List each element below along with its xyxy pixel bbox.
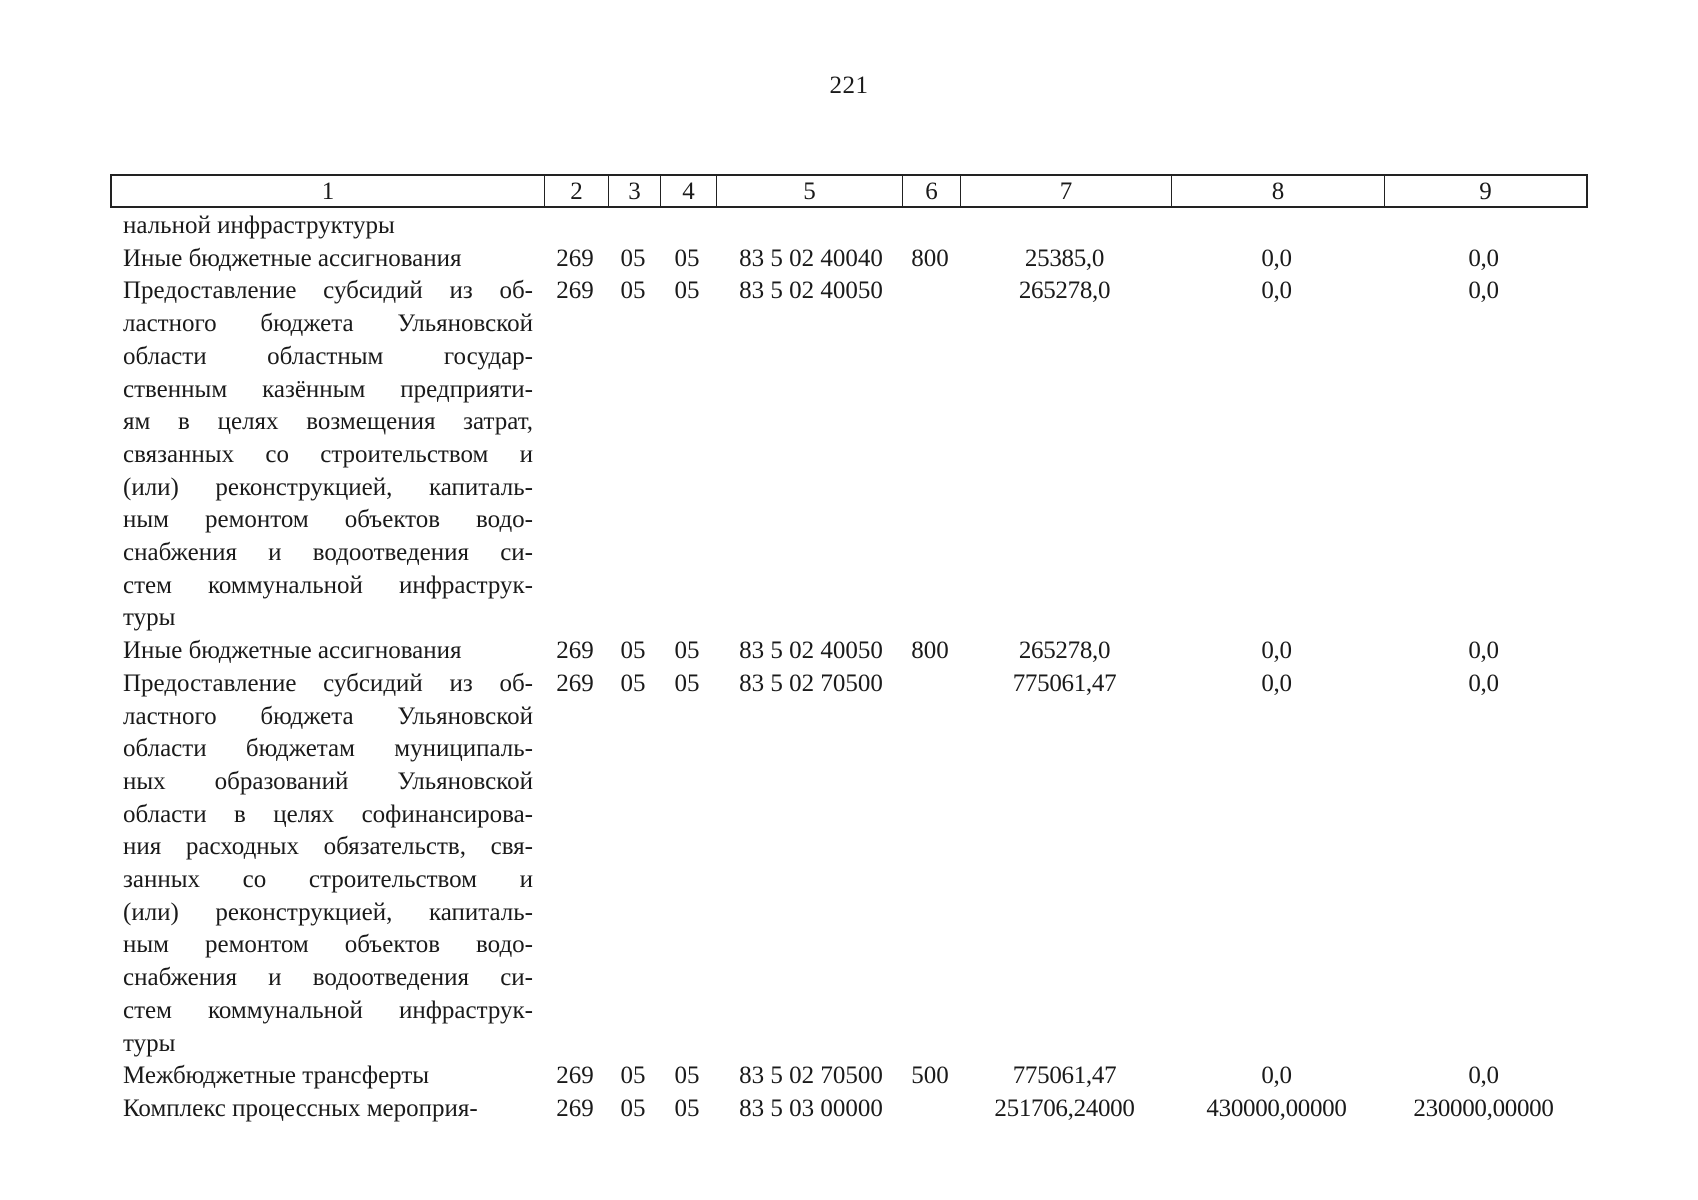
- col-7-value: 775061,47: [1012, 1062, 1117, 1090]
- table-row: [110, 243, 1584, 276]
- col-6-value: 800: [911, 244, 949, 272]
- table-row: [110, 635, 1584, 668]
- col-8-value: 0,0: [1261, 277, 1292, 305]
- col-3-value: 05: [620, 244, 646, 272]
- row-name-line: Предоставление субсидий из об-: [123, 277, 533, 305]
- col-5-value: 83 5 02 40050: [739, 637, 883, 665]
- col-7-value: 265278,0: [1018, 637, 1111, 665]
- header-col-1: 1: [112, 176, 545, 206]
- col-5-value: 83 5 03 00000: [739, 1094, 883, 1122]
- header-col-9: 9: [1479, 178, 1492, 205]
- row-name-line: (или) реконструкцией, капиталь-: [123, 473, 533, 501]
- row-name-line: связанных со строительством и: [123, 440, 533, 468]
- row-name-cell: [110, 275, 543, 635]
- header-col-6: 6: [903, 176, 961, 206]
- col-9-value: 230000,00000: [1413, 1094, 1554, 1122]
- row-name-cell: [110, 668, 543, 1060]
- col-5-value: 83 5 02 70500: [739, 669, 883, 697]
- col-4-value: 05: [674, 277, 700, 305]
- col-5-value: [715, 210, 901, 243]
- col-4-value: 05: [674, 1062, 700, 1090]
- col-6-value: [901, 668, 959, 1060]
- col-9-value: 0,0: [1468, 637, 1499, 665]
- row-name-cell: [110, 210, 543, 243]
- col-6-value: [901, 1093, 959, 1126]
- col-4-value: 05: [674, 669, 700, 697]
- row-name-line: снабжения и водоотведения си-: [123, 964, 533, 992]
- col-6-value: [901, 210, 959, 243]
- col-8-value: 430000,00000: [1206, 1094, 1347, 1122]
- row-name-line: занных со строительством и: [123, 866, 533, 894]
- col-2-value: 269: [556, 669, 594, 697]
- row-name-line: ных образований Ульяновской: [123, 767, 533, 795]
- col-2-value: 269: [556, 1094, 594, 1122]
- row-name-line: ластного бюджета Ульяновской: [123, 310, 533, 338]
- row-name-line: туры: [123, 604, 176, 632]
- col-7-value: 265278,0: [1018, 277, 1111, 305]
- table-header: [110, 174, 1588, 208]
- col-4-value: 05: [674, 637, 700, 665]
- col-4-value: 05: [674, 1094, 700, 1122]
- row-name-line: Комплекс процессных мероприя-: [123, 1094, 478, 1122]
- col-9-value: 0,0: [1468, 244, 1499, 272]
- row-name-line: ям в целях возмещения затрат,: [123, 408, 533, 436]
- row-name-line: области бюджетам муниципаль-: [123, 735, 533, 763]
- row-name-line: ластного бюджета Ульяновской: [123, 702, 533, 730]
- table-row: [110, 210, 1584, 243]
- col-3-value: 05: [620, 669, 646, 697]
- col-4-value: 05: [674, 244, 700, 272]
- col-5-value: 83 5 02 40040: [739, 244, 883, 272]
- col-2-value: 269: [556, 277, 594, 305]
- row-name-line: области в целях софинансирова-: [123, 800, 533, 828]
- col-2-value: 269: [556, 637, 594, 665]
- col-6-value: [901, 275, 959, 635]
- col-8-value: 0,0: [1261, 1062, 1292, 1090]
- col-3-value: 05: [620, 637, 646, 665]
- row-name-cell: [110, 1060, 543, 1093]
- table-row: [110, 275, 1584, 635]
- header-col-8: 8: [1172, 176, 1385, 206]
- col-5-value: 83 5 02 40050: [739, 277, 883, 305]
- col-3-value: 05: [620, 1094, 646, 1122]
- col-3-value: [607, 210, 659, 243]
- row-name-line: (или) реконструкцией, капиталь-: [123, 898, 533, 926]
- col-9-value: 0,0: [1468, 277, 1499, 305]
- row-name-line: ным ремонтом объектов водо-: [123, 931, 533, 959]
- row-name-line: ным ремонтом объектов водо-: [123, 506, 533, 534]
- col-2-value: 269: [556, 244, 594, 272]
- row-name-line: ственным казённым предприяти-: [123, 375, 533, 403]
- col-2-value: 269: [556, 1062, 594, 1090]
- col-9-value: 0,0: [1468, 1062, 1499, 1090]
- col-2-value: [543, 210, 607, 243]
- row-name-line: стем коммунальной инфраструк-: [123, 571, 533, 599]
- table-row: [110, 668, 1584, 1060]
- row-name-cell: [110, 635, 543, 668]
- row-name-line: Иные бюджетные ассигнования: [123, 637, 462, 665]
- col-7-value: 251706,24000: [994, 1094, 1135, 1122]
- row-name-line: Иные бюджетные ассигнования: [123, 244, 462, 272]
- row-name-line: туры: [123, 1029, 176, 1057]
- col-9-value: [1383, 210, 1584, 243]
- row-name-line: Межбюджетные трансферты: [123, 1062, 430, 1090]
- row-name-line: нальной инфраструктуры: [123, 212, 395, 239]
- col-7-value: [959, 210, 1170, 243]
- header-col-7: 7: [961, 176, 1172, 206]
- col-8-value: [1170, 210, 1383, 243]
- col-8-value: 0,0: [1261, 669, 1292, 697]
- col-8-value: 0,0: [1261, 244, 1292, 272]
- col-7-value: 775061,47: [1012, 669, 1117, 697]
- header-col-5: 5: [717, 176, 903, 206]
- col-6-value: 800: [911, 637, 949, 665]
- row-name-line: области областным государ-: [123, 342, 533, 370]
- header-col-3: 3: [609, 176, 661, 206]
- header-col-4: 4: [661, 176, 717, 206]
- row-name-line: Предоставление субсидий из об-: [123, 669, 533, 697]
- header-col-2: 2: [545, 176, 609, 206]
- col-6-value: 500: [911, 1062, 949, 1090]
- col-3-value: 05: [620, 277, 646, 305]
- col-4-value: [659, 210, 715, 243]
- table-row: [110, 1093, 1584, 1126]
- col-5-value: 83 5 02 70500: [739, 1062, 883, 1090]
- col-8-value: 0,0: [1261, 637, 1292, 665]
- row-name-line: снабжения и водоотведения си-: [123, 539, 533, 567]
- col-9-value: 0,0: [1468, 669, 1499, 697]
- row-name-line: стем коммунальной инфраструк-: [123, 996, 533, 1024]
- table-body: [110, 210, 1584, 1126]
- col-7-value: 25385,0: [1024, 244, 1105, 272]
- row-name-cell: [110, 1093, 543, 1126]
- row-name-cell: [110, 243, 543, 276]
- page-number: 221: [829, 72, 869, 99]
- table-row: [110, 1060, 1584, 1093]
- col-3-value: 05: [620, 1062, 646, 1090]
- row-name-line: ния расходных обязательств, свя-: [123, 833, 533, 861]
